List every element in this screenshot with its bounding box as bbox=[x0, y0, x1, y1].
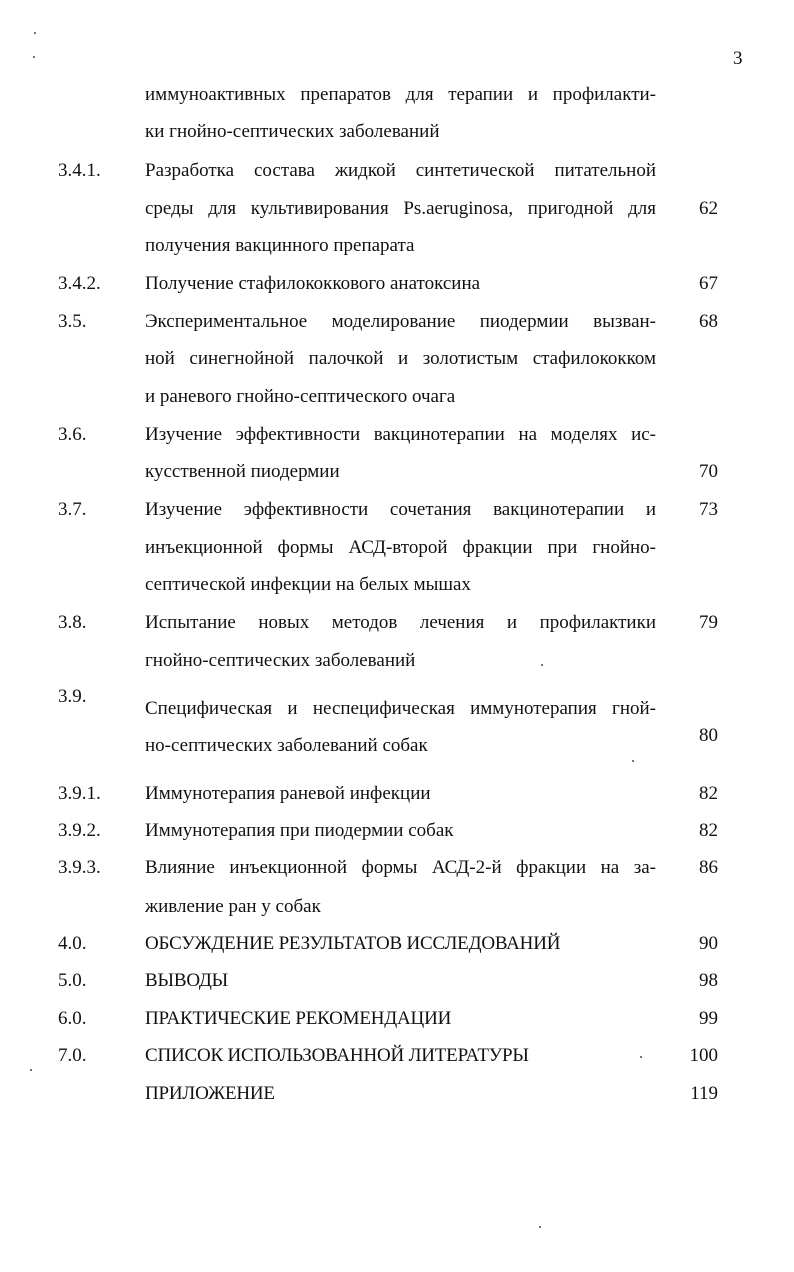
toc-entry-text-line: ВЫВОДЫ bbox=[145, 970, 229, 991]
toc-entry-text-line: Разработка состава жидкой синтетической питательной bbox=[145, 160, 656, 181]
toc-entry-page: 62 bbox=[699, 198, 718, 219]
toc-entry-text-line: Иммунотерапия при пиодермии собак bbox=[145, 820, 454, 841]
toc-entry-page: 100 bbox=[689, 1045, 718, 1066]
toc-entry-number: 5.0. bbox=[58, 970, 87, 991]
toc-entry-page: 79 bbox=[699, 612, 718, 633]
toc-entry-page: 86 bbox=[699, 857, 718, 878]
toc-entry-number: 3.7. bbox=[58, 499, 87, 520]
toc-entry-text-line: ной синегнойной палочкой и золотистым стафилококком bbox=[145, 348, 656, 369]
toc-entry-text-line: Иммунотерапия раневой инфекции bbox=[145, 783, 431, 804]
toc-entry-number: 4.0. bbox=[58, 933, 87, 954]
toc-entry-text-line: иммуноактивных препаратов для терапии и профилакти- bbox=[145, 84, 656, 105]
toc-entry-page: 98 bbox=[699, 970, 718, 991]
scan-speck bbox=[34, 32, 36, 34]
toc-entry-number: 3.9.3. bbox=[58, 857, 101, 878]
toc-entry-number: 3.4.2. bbox=[58, 273, 101, 294]
toc-entry-page: 90 bbox=[699, 933, 718, 954]
toc-entry-number: 6.0. bbox=[58, 1008, 87, 1029]
toc-entry-number: 3.8. bbox=[58, 612, 87, 633]
toc-entry-text-line: ПРАКТИЧЕСКИЕ РЕКОМЕНДАЦИИ bbox=[145, 1008, 452, 1029]
toc-entry-number: 3.9.2. bbox=[58, 820, 101, 841]
toc-entry-text-line: Получение стафилококкового анатоксина bbox=[145, 273, 481, 294]
toc-entry-text-line: но-септических заболеваний собак bbox=[145, 735, 428, 756]
toc-entry-text-line: среды для культивирования Ps.aeruginosa, пригодной для bbox=[145, 198, 656, 219]
toc-entry-text-line: ки гнойно-септических заболеваний bbox=[145, 121, 440, 142]
toc-entry-number: 3.9. bbox=[58, 686, 87, 707]
toc-entry-page: 68 bbox=[699, 311, 718, 332]
toc-entry-text-line: кусственной пиодермии bbox=[145, 461, 340, 482]
toc-entry-number: 3.5. bbox=[58, 311, 87, 332]
toc-entry-page: 99 bbox=[699, 1008, 718, 1029]
toc-entry-page: 82 bbox=[699, 783, 718, 804]
toc-entry-page: 70 bbox=[699, 461, 718, 482]
toc-entry-page: 82 bbox=[699, 820, 718, 841]
page-number: 3 bbox=[733, 48, 743, 69]
toc-entry-text-line: и раневого гнойно-септического очага bbox=[145, 386, 456, 407]
scan-speck bbox=[539, 1226, 541, 1228]
toc-entry-text-line: ОБСУЖДЕНИЕ РЕЗУЛЬТАТОВ ИССЛЕДОВАНИЙ bbox=[145, 933, 561, 954]
scan-speck bbox=[33, 56, 35, 58]
toc-entry-text-line: инъекционной формы АСД-второй фракции при гнойно- bbox=[145, 537, 656, 558]
toc-entry-page: 119 bbox=[690, 1083, 718, 1104]
toc-entry-text-line: Специфическая и неспецифическая иммунотерапия гной- bbox=[145, 698, 656, 719]
toc-entry-text-line: септической инфекции на белых мышах bbox=[145, 574, 471, 595]
scan-speck bbox=[640, 1056, 642, 1058]
toc-entry-page: 67 bbox=[699, 273, 718, 294]
toc-entry-number: 3.4.1. bbox=[58, 160, 101, 181]
scan-speck bbox=[30, 1069, 32, 1071]
scan-speck bbox=[632, 760, 634, 762]
toc-entry-text-line: Испытание новых методов лечения и профилактики bbox=[145, 612, 656, 633]
toc-entry-number: 3.9.1. bbox=[58, 783, 101, 804]
toc-entry-page: 73 bbox=[699, 499, 718, 520]
toc-entry-number: 3.6. bbox=[58, 424, 87, 445]
toc-entry-text-line: Изучение эффективности сочетания вакцинотерапии и bbox=[145, 499, 656, 520]
toc-entry-text-line: СПИСОК ИСПОЛЬЗОВАННОЙ ЛИТЕРАТУРЫ bbox=[145, 1045, 529, 1066]
toc-entry-text-line: живление ран у собак bbox=[145, 896, 321, 917]
toc-entry-text-line: получения вакцинного препарата bbox=[145, 235, 415, 256]
toc-entry-text-line: гнойно-септических заболеваний bbox=[145, 650, 416, 671]
toc-entry-text-line: Изучение эффективности вакцинотерапии на моделях ис- bbox=[145, 424, 656, 445]
toc-entry-page: 80 bbox=[699, 725, 718, 746]
toc-entry-number: 7.0. bbox=[58, 1045, 87, 1066]
toc-entry-text-line: Экспериментальное моделирование пиодермии вызван- bbox=[145, 311, 656, 332]
toc-entry-text-line: ПРИЛОЖЕНИЕ bbox=[145, 1083, 275, 1104]
scan-speck bbox=[541, 664, 543, 666]
toc-entry-text-line: Влияние инъекционной формы АСД-2-й фракции на за- bbox=[145, 857, 656, 878]
